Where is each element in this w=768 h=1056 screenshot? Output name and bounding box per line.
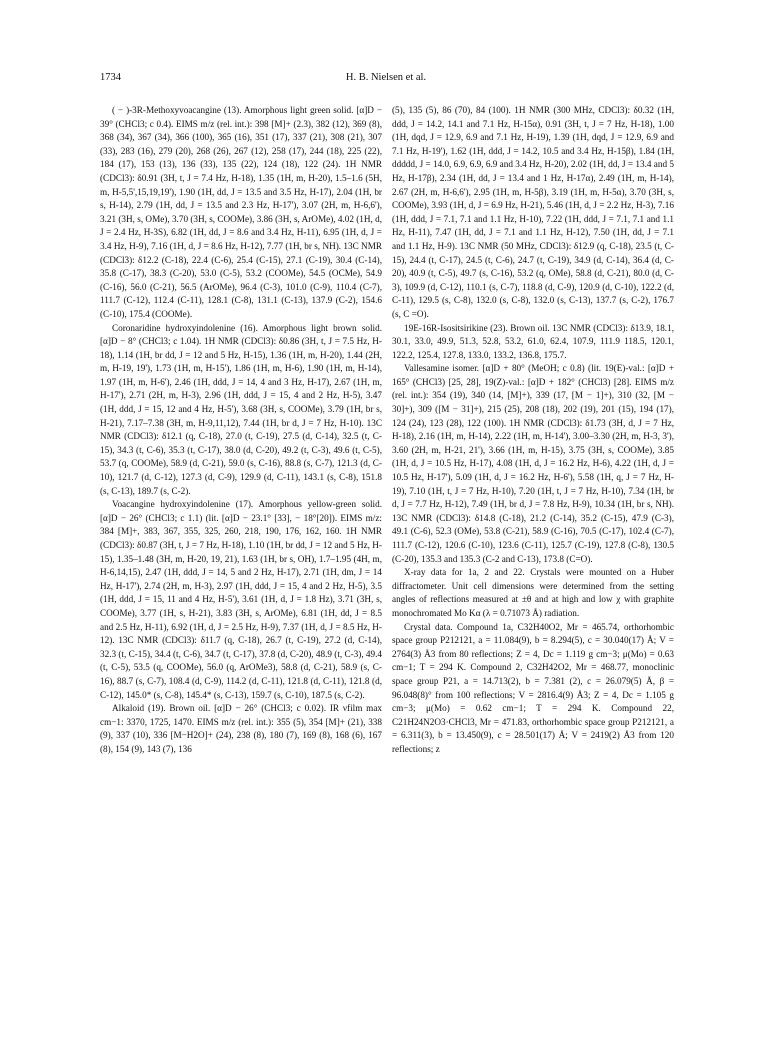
- paragraph-voacangine-hydroxyindolenine: Voacangine hydroxyindolenine (17). Amorphous yellow-green solid. [α]D − 26° (CHCl3; c 1.1) (lit. [α]D − 23.1° [33], − 18°[20]). EIMS m/z: 384 [M]+, 383, 367, 355, 325, 260, 218, 190, 176, 162, 160. 1H NMR (CDCl3): δ0.87 (3H, t, J = 7 Hz, H-18), 1.10 (1H, br dd, J = 12 and 5 Hz, H-15), 1.35–1.48 (3H, m, H-20, 19, 21), 1.63 (1H, br s, OH), 1.7–1.95 (4H, m, H-6,14,15), 2.47 (1H, ddd, J = 14, 5 and 2 Hz, H-17), 2.71 (1H, dm, J = 14 Hz, H-17'), 2.74 (2H, m, H-3), 2.97 (1H, ddd, J = 15, 4 and 2 Hz, H-5), 3.5 (1H, ddd, J = 15, 11 and 4 Hz, H-5'), 3.61 (1H, d, J = 1.8 Hz), 3.71 (3H, s, COOMe), 3.77 (1H, s, H-21), 3.83 (3H, s, ArOMe), 6.81 (1H, dd, J = 8.5 and 2.5 Hz, H-11), 6.92 (1H, d, J = 2.5 Hz, H-9), 7.37 (1H, d, J = 8.5 Hz, H-12). 13C NMR (CDCl3): δ11.7 (q, C-18), 26.7 (t, C-19), 27.2 (d, C-14), 32.3 (t, C-15), 34.4 (t, C-6), 34.7 (t, C-17), 37.8 (d, C-20), 48.9 (t, C-3), 49.4 (t, C-5), 53.5 (q, COOMe), 56.0 (q, ArOMe3), 58.8 (d, C-21), 58.9 (s, C-16), 88.7 (s, C-7), 108.4 (d, C-9), 114.2 (d, C-11), 121.8 (d, C-11), 121.8 (d, C-12), 145.0* (s, C-8), 145.4* (s, C-13), 159.7 (s, C-10), 187.5 (s, C-2).: [100, 499, 382, 700]
- paragraph-isositsirikine: 19E-16R-Isositsirikine (23). Brown oil. 13C NMR (CDCl3): δ13.9, 18.1, 30.1, 33.0, 49.9, 51.3, 52.8, 53.2, 61.0, 62.4, 107.9, 111.9 118.5, 120.1, 122.2, 125.4, 127.8, 133.0, 133.2, 136.8, 175.7.: [392, 322, 674, 360]
- page-header: [100, 72, 672, 88]
- paragraph-alkaloid-19: Alkaloid (19). Brown oil. [α]D − 26° (CHCl3; c 0.02). IR νfilm max cm−1: 3370, 1725, 1470. EIMS m/z (rel. int.): 355 (5), 354 [M]+ (21), 338 (9), 337 (10), 336 [M−H2O]+ (24), 238 (8), 180 (7), 169 (8), 168 (6), 167 (8), 154 (9), 143 (7), 136: [100, 703, 382, 754]
- paragraph-xray-data: X-ray data for 1a, 2 and 22. Crystals were mounted on a Huber diffractometer. Unit cell dimensions were determined from the setting angles of reflections measured at ±θ and at high and low χ with graphite monochromated Mo Kα (λ = 0.71073 Å) radiation.: [392, 567, 674, 618]
- page-number: 1734: [100, 72, 121, 83]
- paragraph-crystal-data: Crystal data. Compound 1a, C32H40O2, Mr = 465.74, orthorhombic space group P212121, a = 11.084(9), b = 8.294(5), c = 30.040(17) Å; V = 2764(3) Å3 from 80 reflections; Z = 4, Dc = 1.119 g cm−3; μ(Mo) = 0.63 cm−1; T = 294 K. Compound 2, C32H42O2, Mr = 468.77, monoclinic space group P21, a = 14.713(2), b = 7.381 (2), c = 26.079(5) Å, β = 96.048(8)° from 100 reflections; V = 2816.4(9) Å3; Z = 4, Dc = 1.105 g cm−3; μ(Mo) = 0.62 cm−1; T = 294 K. Compound 22, C21H24N2O3·CHCl3, Mr = 471.83, orthorhombic space group P212121, a = 6.311(3), b = 13.450(9), c = 28.501(17) Å; V = 2419(2) Å3 from 120 reflections; z: [392, 621, 674, 754]
- paragraph-methoxyvoacangine: ( − )-3R-Methoxyvoacangine (13). Amorphous light green solid. [α]D − 39° (CHCl3; c 0.4). EIMS m/z (rel. int.): 398 [M]+ (2.3), 382 (12), 369 (8), 368 (34), 367 (34), 366 (100), 365 (16), 351 (17), 337 (21), 308 (21), 307 (33), 283 (16), 279 (20), 268 (26), 267 (12), 258 (17), 244 (18), 225 (22), 184 (17), 153 (13), 136 (33), 135 (22), 124 (18), 122 (24). 1H NMR (CDCl3): δ0.91 (3H, t, J = 7.4 Hz, H-18), 1.35 (1H, m, H-20), 1.5–1.6 (5H, m, H-5,5',15,19,19'), 1.90 (1H, dd, J = 13.5 and 3.5 Hz, H-17), 2.04 (1H, br s, H-14), 2.79 (1H, dd, J = 13.5 and 2.3 Hz, H-17'), 3.07 (2H, m, H-6,6'), 3.21 (3H, s, OMe), 3.70 (3H, s, COOMe), 3.86 (3H, s, ArOMe), 4.02 (1H, d, J = 2.4 Hz, H-3S), 6.82 (1H, dd, J = 8.6 and 3.4 Hz, H-11), 6.95 (1H, d, J = 3.4 Hz, H-9), 7.16 (1H, d, J = 8.6 Hz, H-12), 7.77 (1H, br s, NH). 13C NMR (CDCl3): δ12.2 (C-18), 22.4 (C-6), 25.4 (C-15), 27.1 (C-19), 30.4 (C-14), 35.8 (C-17), 38.3 (C-20), 53.0 (C-5), 53.2 (COOMe), 54.5 (OCMe), 54.9 (C-16), 56.0 (C-21), 56.5 (ArOMe), 96.4 (C-3), 101.0 (C-9), 110.4 (C-7), 111.7 (C-12), 112.4 (C-11), 128.1 (C-8), 131.1 (C-13), 137.9 (C-2), 154.6 (C-10), 175.4 (COOMe).: [100, 105, 382, 319]
- running-head: H. B. Nielsen et al.: [345, 72, 427, 83]
- left-column: [100, 104, 382, 1034]
- right-column: [392, 104, 674, 1034]
- paragraph-coronaridine-hydroxyindolenine: Coronaridine hydroxyindolenine (16). Amorphous light brown solid. [α]D − 8° (CHCl3; c 1.04). 1H NMR (CDCl3): δ0.86 (3H, t, J = 7.5 Hz, H-18), 1.14 (1H, br dd, J = 12 and 5 Hz, H-15), 1.36 (1H, m, H-20), 1.44 (2H, m, H-19, 19'), 1.73 (1H, m, H-15'), 1.86 (1H, m, H-6), 1.90 (1H, m, H-14), 1.97 (1H, m, H-6'), 2.46 (1H, ddd, J = 14, 4 and 3 Hz, H-17), 2.67 (1H, m, H-17'), 2.71 (2H, m, H-3), 2.96 (1H, ddd, J = 15, 4 and 2 Hz, H-5), 3.47 (1H, ddd, J = 15, 12 and 4 Hz, H-5'), 3.68 (3H, s, COOMe), 3.79 (1H, br s, H-21), 7.17–7.38 (3H, m, H-9,11,12), 7.44 (1H, br d, J = 7 Hz, H-10). 13C NMR (CDCl3): δ12.1 (q, C-18), 27.0 (t, C-19), 27.5 (d, C-14), 32.5 (t, C-15), 34.3 (t, C-6), 35.3 (t, C-17), 38.0 (d, C-20), 49.2 (t, C-3), 49.6 (t, C-5), 53.7 (q, COOMe), 58.9 (d, C-21), 59.0 (s, C-16), 88.8 (s, C-7), 121.3 (d, C-10), 121.7 (d, C-12), 127.3 (d, C-9), 129.9 (d, C-11), 143.1 (s, C-8), 151.8 (s, C-13), 189.7 (s, C-2).: [100, 322, 382, 496]
- paragraph-alkaloid-19-continued: (5), 135 (5), 86 (70), 84 (100). 1H NMR (300 MHz, CDCl3): δ0.32 (1H, ddd, J = 14.2, 14.1 and 7.1 Hz, H-15α), 0.91 (3H, t, J = 7 Hz, H-18), 1.00 (1H, dqd, J = 12.9, 6.9 and 7.1 Hz, H-19), 1.39 (1H, dqd, J = 12.9, 6.9 and 7.1 Hz, H-19'), 1.62 (1H, ddd, J = 14.2, 10.5 and 3.4 Hz, H-15β), 1.84 (1H, ddddd, J = 14.0, 6.9, 6.9, 6.9 and 3.4 Hz, H-20), 2.02 (1H, dd, J = 13.4 and 5 Hz, H-17β), 2.34 (1H, dd, J = 13.4 and 1 Hz, H-17α), 2.49 (1H, m, H-14), 2.67 (2H, m, H-6,6'), 2.95 (1H, m, H-5β), 3.19 (1H, m, H-5α), 3.70 (3H, s, COOMe), 3.93 (1H, d, J = 6.9 Hz, H-21), 5.46 (1H, d, J = 2.2 Hz, H-3), 7.16 (1H, ddd, J = 7.1, 7.1 and 1.1 Hz, H-10), 7.22 (1H, ddd, J = 7.1, 7.1 and 1.1 Hz, H-11), 7.47 (1H, dd, J = 7.1 and 1.1 Hz, H-12), 7.50 (1H, dd, J = 7.1 and 1.1 Hz, H-9). 13C NMR (50 MHz, CDCl3): δ12.9 (q, C-18), 23.5 (t, C-15), 24.4 (t, C-17), 24.5 (t, C-6), 24.7 (t, C-19), 34.9 (d, C-14), 36.4 (d, C-20), 40.9 (t, C-5), 49.7 (s, C-16), 53.2 (q, OMe), 58.8 (d, C-21), 80.0 (d, C-3), 109.9 (d, C-12), 110.1 (s, C-7), 118.8 (d, C-9), 120.9 (d, C-10), 122.2 (d, C-11), 129.5 (s, C-8), 132.0 (s, C-8), 132.0 (s, C-13), 137.7 (s, C-2), 176.7 (s, C =O).: [392, 105, 674, 319]
- paragraph-vallesamine-isomer: Vallesamine isomer. [α]D + 80° (MeOH; c 0.8) (lit. 19(E)-val.: [α]D + 165° (CHCl3) [25, 28], 19(Z)-val.: [α]D + 182° (CHCl3) [28]. EIMS m/z (rel. int.): 354 (19), 340 (14, [M]+), 339 (17, [M − 1]+), 310 (32, [M − 30]+), 309 ([M − 31]+), 215 (25), 208 (18), 202 (19), 201 (15), 194 (17), 124 (24), 123 (28), 122 (100). 1H NMR (CDCl3): δ1.73 (3H, d, J = 7 Hz, H-18), 2.16 (1H, m, H-14), 2.22 (1H, m, H-14'), 3.00–3.30 (2H, m, H-3, 3'), 3.60 (2H, m, H-21, 21'), 3.66 (1H, m, H-15), 3.75 (3H, s, COOMe), 3.85 (1H, d, J = 10.5 Hz, H-17), 4.08 (1H, d, J = 16.2 Hz, H-6), 4.22 (1H, d, J = 10.5 Hz, H-17'), 5.09 (1H, d, J = 16.2 Hz, H-6'), 5.58 (1H, q, J = 7 Hz, H-19), 7.10 (1H, t, J = 7 Hz, H-10), 7.20 (1H, t, J = 7 Hz, H-10), 7.34 (1H, br d, J = 7.7 Hz, H-12), 7.49 (1H, br d, J = 7.8 Hz, H-9), 10.34 (1H, br s, NH). 13C NMR (CDCl3): δ14.8 (C-18), 21.2 (C-14), 35.2 (C-15), 47.9 (C-3), 49.1 (C-6), 52.3 (OMe), 53.8 (C-21), 58.9 (C-16), 70.5 (C-17), 102.4 (C-7), 111.7 (C-12), 120.6 (C-10), 123.6 (C-11), 125.7 (C-19), 127.8 (C-8), 130.5 (C-20), 135.3 and 135.3 (C-2 and C-13), 173.8 (C=O).: [392, 363, 674, 564]
